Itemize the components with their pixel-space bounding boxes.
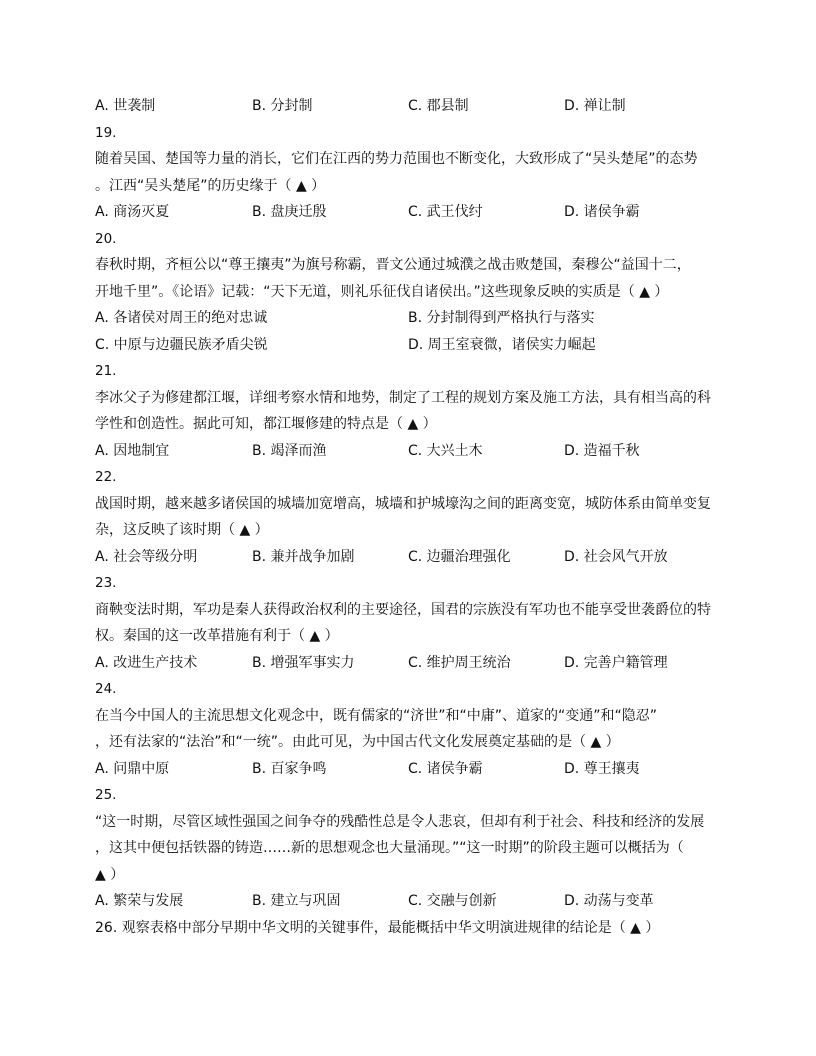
question-text: 开地千里”。《论语》记载：“天下无道，则礼乐征伐自诸侯出。”这些现象反映的实质是（ ▲ ） [95,283,669,300]
question-text: 春秋时期，齐桓公以“尊王攘夷”为旗号称霸，晋文公通过城濮之战击败楚国，秦穆公“益国十二， [95,257,691,273]
option-d: D. 社会风气开放 [564,548,668,565]
option-a: A. 问鼎中原 [95,760,170,777]
option-d: D. 禅让制 [564,98,626,114]
question-text: 李冰父子为修建都江堰，详细考察水情和地势，制定了工程的规划方案及施工方法，具有相当高的科 [95,389,711,406]
question-text: ▲ ） [95,866,125,883]
question-number: 24. [95,681,117,697]
option-d: D. 动荡与变革 [564,893,654,909]
option-d: D. 造福千秋 [564,442,640,459]
question-text: “这一时期，尽管区域性强国之间争夺的残酷性总是令人悲哀，但却有利于社会、科技和经济的发展 [95,813,705,830]
option-c: C. 诸侯争霸 [408,760,483,777]
question-text: 权。秦国的这一改革措施有利于（ ▲ ） [95,628,339,644]
question-text: 学性和创造性。据此可知，都江堰修建的特点是（ ▲ ） [95,416,437,432]
option-b: B. 增强军事实力 [252,654,355,671]
question-text: 26. 观察表格中部分早期中华文明的关键事件，最能概括中华文明演进规律的结论是（ ▲ ） [95,919,660,936]
option-a: A. 各诸侯对周王的绝对忠诚 [95,310,268,326]
q22-options [95,544,720,571]
question-number: 21. [95,363,117,379]
option-a: A. 繁荣与发展 [95,893,184,909]
question-text: 随着吴国、楚国等力量的消长，它们在江西的势力范围也不断变化，大致形成了“吴头楚尾”的态势 [95,151,698,167]
question-text: ，这其中便包括铁器的铸造……新的思想观念也大量涌现。”“这一时期”的阶段主题可以概括为（ [95,840,684,856]
question-number: 19. [95,124,117,141]
option-d: D. 周王室衰微，诸侯实力崛起 [408,336,596,353]
option-b: B. 建立与巩固 [252,893,341,909]
option-b: B. 兼并战争加剧 [252,548,355,565]
question-number: 20. [95,230,117,247]
option-b: B. 分封制得到严格执行与落实 [408,310,595,326]
option-c: C. 中原与边疆民族矛盾尖锐 [95,336,268,353]
question-number: 23. [95,575,117,591]
option-c: C. 边疆治理强化 [408,548,511,565]
question-text: 。江西“吴头楚尾”的历史缘于（ ▲ ） [95,177,326,194]
question-text: 在当今中国人的主流思想文化观念中，既有儒家的“济世”和“中庸”、道家的“变通”和“隐忍” [95,707,658,724]
option-a: A. 商汤灭夏 [95,204,170,220]
option-c: C. 武王伐纣 [408,204,483,220]
option-d: D. 完善户籍管理 [564,654,668,671]
option-d: D. 尊王攘夷 [564,760,640,777]
q21-options [95,438,720,465]
option-a: A. 改进生产技术 [95,654,198,671]
q24-options [95,756,720,783]
q19-options [95,199,720,226]
option-c: C. 维护周王统治 [408,654,511,671]
question-text: ，还有法家的“法治”和“一统”。由此可见，为中国古代文化发展奠定基础的是（ ▲ ） [95,734,620,750]
option-a: A. 社会等级分明 [95,548,198,565]
question-number: 25. [95,787,117,803]
option-d: D. 诸侯争霸 [564,204,640,220]
option-b: B. 盘庚迁殷 [252,204,327,220]
question-text: 杂，这反映了该时期（ ▲ ） [95,522,269,538]
question-number: 22. [95,469,117,485]
question-text: 战国时期，越来越多诸侯国的城墙加宽增高，城墙和护城壕沟之间的距离变宽，城防体系由简单变复 [95,495,711,512]
exam-page [95,93,720,941]
q20-options-row1 [95,305,720,332]
option-c: C. 郡县制 [408,98,469,114]
option-b: B. 百家争鸣 [252,760,327,777]
option-c: C. 交融与创新 [408,893,497,909]
option-b: B. 竭泽而渔 [252,442,327,459]
q20-options-row2 [95,332,720,359]
option-c: C. 大兴土木 [408,442,483,459]
q23-options [95,650,720,677]
option-a: A. 世袭制 [95,98,156,114]
option-a: A. 因地制宜 [95,442,170,459]
q18-options [95,93,720,120]
q25-options [95,888,720,915]
question-text: 商鞅变法时期，军功是秦人获得政治权利的主要途径，国君的宗族没有军功也不能享受世袭爵位的特 [95,601,711,618]
option-b: B. 分封制 [252,98,313,114]
